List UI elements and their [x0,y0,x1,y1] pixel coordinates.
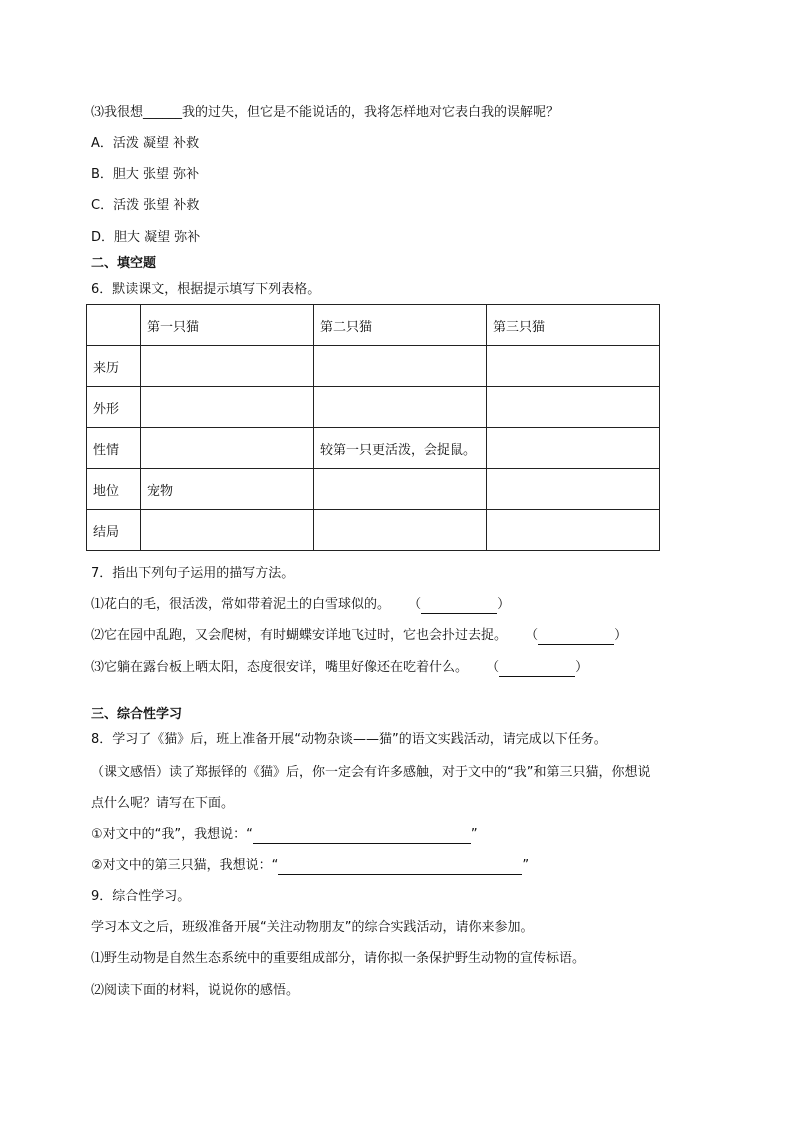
paren-close: ） [575,660,589,675]
table-cell [141,346,314,387]
answer-blank[interactable] [538,630,614,645]
paren-open: （ [486,660,500,675]
q7-item-text: ⑴花白的毛，很活泼，常如带着泥土的白雪球似的。 [91,597,391,612]
q9-item-2: ⑵阅读下面的材料，说说你的感悟。 [91,983,300,998]
section-3-title: 三、综合性学习 [91,707,183,722]
q7-item-1 [91,596,510,614]
table-cell [141,428,314,469]
table-cell [314,346,487,387]
q9-prompt: 9．综合性学习。 [91,889,191,904]
table-cell: 较第一只更活泼，会捉鼠。 [314,428,487,469]
answer-blank[interactable] [278,860,522,875]
paren-close: ） [497,597,511,612]
q6-prompt: 6．默读课文，根据提示填写下列表格。 [91,282,321,297]
table-cell: 宠物 [141,469,314,510]
answer-blank[interactable] [421,599,497,614]
q7-item-3 [91,659,588,677]
q7-item-text: ⑶它躺在露台板上晒太阳，态度很安详，嘴里好像还在吃着什么。 [91,660,469,675]
answer-blank[interactable] [499,662,575,677]
q8-task-line-2: 点什么呢？请写在下面。 [91,796,235,811]
section-2-title: 二、填空题 [91,256,157,271]
table-row [87,510,660,551]
table-header-cell: 第一只猫 [141,305,314,346]
table-header-row [87,305,660,346]
q7-prompt: 7．指出下列句子运用的描写方法。 [91,566,295,581]
q5-option-c: C．活泼 张望 补救 [91,198,200,213]
table-cell [487,469,660,510]
table-cell [314,510,487,551]
close-quote: ” [522,858,530,873]
table-cell [141,387,314,428]
q6-table [86,304,660,551]
table-cell [314,387,487,428]
paren-close: ） [614,628,628,643]
q8-prompt: 8．学习了《猫》后，班上准备开展“动物杂谈——猫”的语文实践活动，请完成以下任务。 [91,732,607,747]
table-header-cell: 第二只猫 [314,305,487,346]
q8-answer-2 [91,857,529,875]
q7-item-text: ⑵它在园中乱跑，又会爬树，有时蝴蝶安详地飞过时，它也会扑过去捉。 [91,628,508,643]
table-row [87,387,660,428]
paren-open: （ [408,597,422,612]
paren-open: （ [525,628,539,643]
table-cell [487,510,660,551]
table-row [87,428,660,469]
answer-blank[interactable] [253,829,471,844]
close-quote: ” [470,827,478,842]
q5-option-d: D．胆大 凝望 弥补 [91,230,201,245]
q5-option-a: A．活泼 凝望 补救 [91,136,200,151]
q8-answer-1 [91,826,478,844]
q9-intro: 学习本文之后，班级准备开展“关注动物朋友”的综合实践活动，请你来参加。 [91,920,534,935]
table-row-label: 来历 [87,346,141,387]
q5-sub3-text: ⑶我很想______我的过失，但它是不能说话的，我将怎样地对它表白我的误解呢？ [91,105,560,120]
table-cell [487,428,660,469]
q8-answer-2-label: ②对文中的第三只猫，我想说：“ [91,858,279,873]
table-row-label: 结局 [87,510,141,551]
q8-answer-1-label: ①对文中的“我”，我想说：“ [91,827,253,842]
q8-task-line-1: （课文感悟）读了郑振铎的《猫》后，你一定会有许多感触，对于文中的“我”和第三只猫，你想说 [91,765,651,780]
table-row [87,346,660,387]
q5-option-b: B．胆大 张望 弥补 [91,167,200,182]
q9-item-1: ⑴野生动物是自然生态系统中的重要组成部分，请你拟一条保护野生动物的宣传标语。 [91,951,586,966]
table-row-label: 性情 [87,428,141,469]
table-cell [314,469,487,510]
q7-item-2 [91,627,627,645]
table-cell [487,387,660,428]
table-row-label: 外形 [87,387,141,428]
table-row-label: 地位 [87,469,141,510]
table-cell [141,510,314,551]
table-row [87,469,660,510]
table-header-cell [87,305,141,346]
table-header-cell: 第三只猫 [487,305,660,346]
table-cell [487,346,660,387]
